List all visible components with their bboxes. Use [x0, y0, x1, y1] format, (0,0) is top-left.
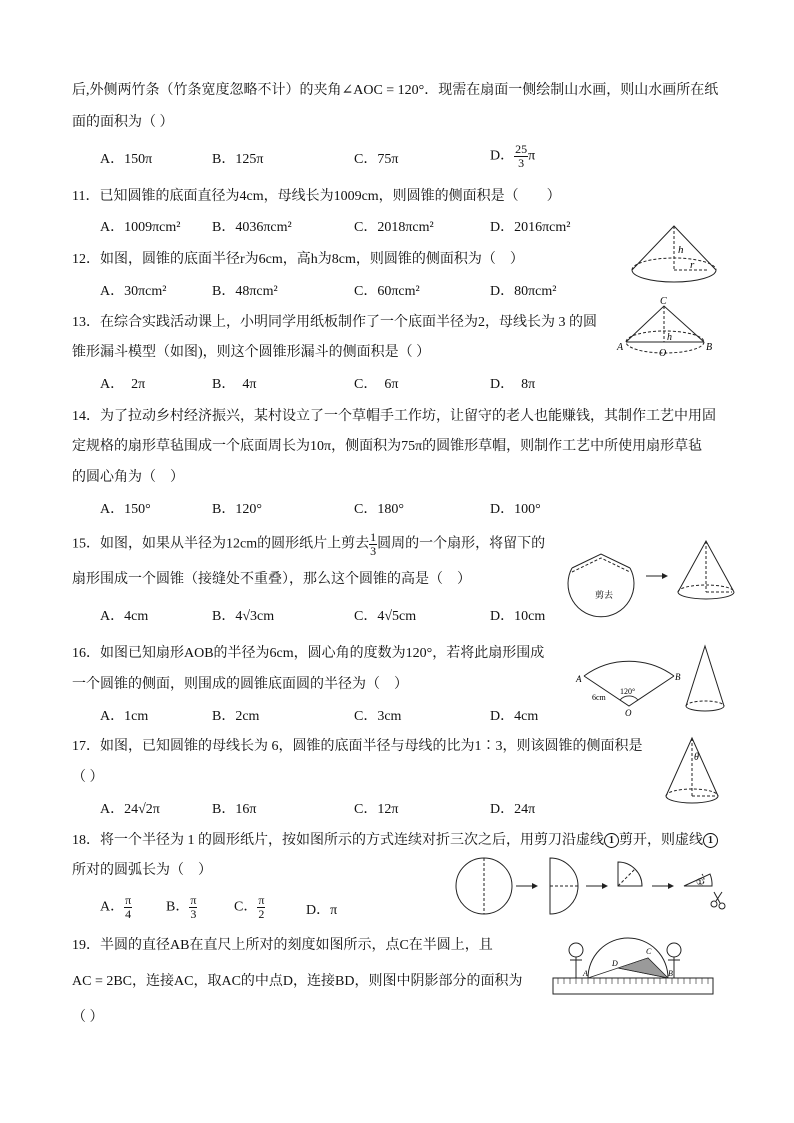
- q10-option-b: B．125π: [212, 152, 264, 167]
- q16-label-radius: 6cm: [592, 693, 606, 702]
- q13-label-h: h: [667, 332, 672, 343]
- magnifier-left-icon: [569, 943, 583, 978]
- q12-label-r: r: [690, 259, 695, 271]
- scissors-icon: [711, 892, 725, 909]
- q15-line1-pre: 15．如图，如果从半径为12cm的圆形纸片上剪去: [72, 536, 370, 552]
- q15-option-a: A．4cm: [100, 609, 149, 624]
- q13-option-a: A． 2π: [100, 377, 146, 392]
- q17-option-c: C．12π: [354, 802, 399, 817]
- q18-option-b: B． $\frac{\pi}{3}$: [166, 893, 197, 921]
- q16-line1: 16．如图已知扇形AOB的半径为6cm，圆心角的度数为120°，若将此扇形围成: [72, 646, 545, 661]
- q16-sector-cone-figure: [570, 640, 730, 718]
- q14-line1: 14．为了拉动乡村经济振兴，某村设立了一个草帽手工作坊，让留守的老人也能赚钱，其制作工艺中用固: [72, 409, 716, 424]
- q14-option-b: B．120°: [212, 502, 262, 517]
- q18-option-b-fraction: $\frac{\pi}{3}$: [190, 893, 197, 921]
- q13-line1: 13．在综合实践活动课上，小明同学用纸板制作了一个底面半径为2，母线长为 3 的圆: [72, 315, 597, 330]
- q18-circle-mark-2: 1: [703, 833, 718, 848]
- q18-option-c-fraction: $\frac{\pi}{2}$: [258, 893, 265, 921]
- q16-option-a: A．1cm: [100, 709, 149, 724]
- q11-option-c: C．2018πcm²: [354, 220, 434, 235]
- q15-fraction: $\frac{1}{3}$: [370, 530, 377, 558]
- q11-stem: 11．已知圆锥的底面直径为4cm，母线长为1009cm，则圆锥的侧面积是（ ）: [72, 189, 561, 204]
- q13-option-c: C． 6π: [354, 377, 399, 392]
- q17-line1: 17．如图，已知圆锥的母线长为 6，圆锥的底面半径与母线的比为1∶3，则该圆锥的侧面积是: [72, 739, 643, 754]
- q10-option-d: D． $\frac{25}{3}$ π: [490, 142, 536, 170]
- q12-cone-figure: [628, 222, 720, 288]
- q15-circle-to-cone-figure: [566, 538, 738, 610]
- q16-option-d: D．4cm: [490, 709, 539, 724]
- q12-stem: 12．如图，圆锥的底面半径r为6cm，高h为8cm，则圆锥的侧面积为（ ）: [72, 252, 524, 267]
- q12-option-a: A．30πcm²: [100, 284, 167, 299]
- q17-line2: （ ）: [72, 770, 104, 785]
- q18-line1-pre: 18．将一个半径为 1 的圆形纸片，按如图所示的方式连续对折三次之后，用剪刀沿虚线: [72, 833, 604, 848]
- q16-label-a: A: [576, 674, 582, 684]
- q15-line1-post: 圆周的一个扇形，将留下的: [377, 536, 546, 552]
- q14-line2: 定规格的扇形草毡围成一个底面周长为10π，侧面积为75π的圆锥形草帽，则制作工艺中所使用扇形草毡: [72, 439, 703, 454]
- q13-label-c: C: [660, 296, 667, 307]
- q15-line1: [72, 531, 545, 558]
- q17-option-b: B．16π: [212, 802, 257, 817]
- q10-option-c: C．75π: [354, 152, 399, 167]
- q10-line1: 后,外侧两竹条（竹条宽度忽略不计）的夹角∠AOC = 120°．现需在扇面一侧绘制山水画，则山水画所在纸: [72, 83, 719, 98]
- q15-line2: 扇形围成一个圆锥（接缝处不重叠），那么这个圆锥的高是（ ）: [72, 572, 471, 587]
- q16-option-c: C．3cm: [354, 709, 402, 724]
- q15-option-d: D．10cm: [490, 609, 546, 624]
- q10-line2: 面的面积为（ ）: [72, 115, 174, 130]
- q18-line1: [72, 832, 718, 850]
- q19-line2: AC = 2BC，连接AC，取AC的中点D，连接BD，则图中阴影部分的面积为: [72, 974, 523, 989]
- q14-option-d: D．100°: [490, 502, 541, 517]
- q18-line1-mid: 剪开，则虚线: [619, 833, 703, 848]
- q18-fig-mark: ①: [696, 877, 705, 887]
- q10-option-d-label: D．: [490, 148, 515, 164]
- q18-line2: 所对的圆弧长为（ ）: [72, 863, 212, 878]
- q18-option-c: C． $\frac{\pi}{2}$: [234, 893, 265, 921]
- q13-line2: 锥形漏斗模型（如图)，则这个圆锥形漏斗的侧面积是（ ）: [72, 345, 431, 360]
- q19-line3: （ ）: [72, 1010, 104, 1025]
- q19-label-b: B: [668, 969, 673, 978]
- q18-option-a-fraction: $\frac{\pi}{4}$: [125, 893, 132, 921]
- q11-option-d: D．2016πcm²: [490, 220, 571, 235]
- q13-label-a: A: [617, 342, 624, 353]
- q10-option-a: A．150π: [100, 152, 153, 167]
- q16-label-o: O: [625, 708, 632, 718]
- q16-label-b: B: [675, 672, 681, 682]
- q12-label-h: h: [678, 244, 684, 256]
- q12-option-d: D．80πcm²: [490, 284, 557, 299]
- q13-funnel-figure: [614, 296, 716, 358]
- q10-option-d-fraction: $\frac{25}{3}$: [515, 142, 528, 170]
- q14-option-c: C．180°: [354, 502, 404, 517]
- q13-label-b: B: [706, 342, 713, 353]
- q15-option-c: C．4√5cm: [354, 609, 417, 624]
- q15-option-b: B．4√3cm: [212, 609, 275, 624]
- q17-option-d: D．24π: [490, 802, 536, 817]
- q19-label-a: A: [583, 969, 588, 978]
- q12-option-b: B．48πcm²: [212, 284, 278, 299]
- q19-label-c: C: [646, 947, 652, 956]
- q13-option-b: B． 4π: [212, 377, 257, 392]
- q16-label-angle: 120°: [620, 687, 636, 696]
- q13-option-d: D． 8π: [490, 377, 536, 392]
- q18-circle-mark-1: 1: [604, 833, 619, 848]
- q18-folding-figure: [450, 856, 730, 916]
- q16-option-b: B．2cm: [212, 709, 260, 724]
- q14-option-a: A．150°: [100, 502, 151, 517]
- q13-label-o: O: [659, 348, 667, 359]
- q15-cut-label: 剪去: [595, 590, 614, 600]
- q18-option-d: D．π: [306, 903, 338, 918]
- q17-label-theta: θ: [694, 752, 699, 763]
- q18-option-a: A． $\frac{\pi}{4}$: [100, 893, 132, 921]
- q19-label-d: D: [612, 959, 618, 968]
- q17-option-a: A．24√2π: [100, 802, 160, 817]
- q19-ruler-semicircle-figure: [550, 938, 716, 1000]
- q17-cone-figure: [660, 734, 724, 808]
- q12-option-c: C．60πcm²: [354, 284, 420, 299]
- q19-line1: 19．半圆的直径AB在直尺上所对的刻度如图所示，点C在半圆上，且: [72, 938, 493, 953]
- q14-line3: 的圆心角为（ ）: [72, 470, 184, 485]
- q11-option-a: A．1009πcm²: [100, 220, 181, 235]
- q16-line2: 一个圆锥的侧面，则围成的圆锥底面圆的半径为（ ）: [72, 677, 408, 692]
- q11-option-b: B．4036πcm²: [212, 220, 292, 235]
